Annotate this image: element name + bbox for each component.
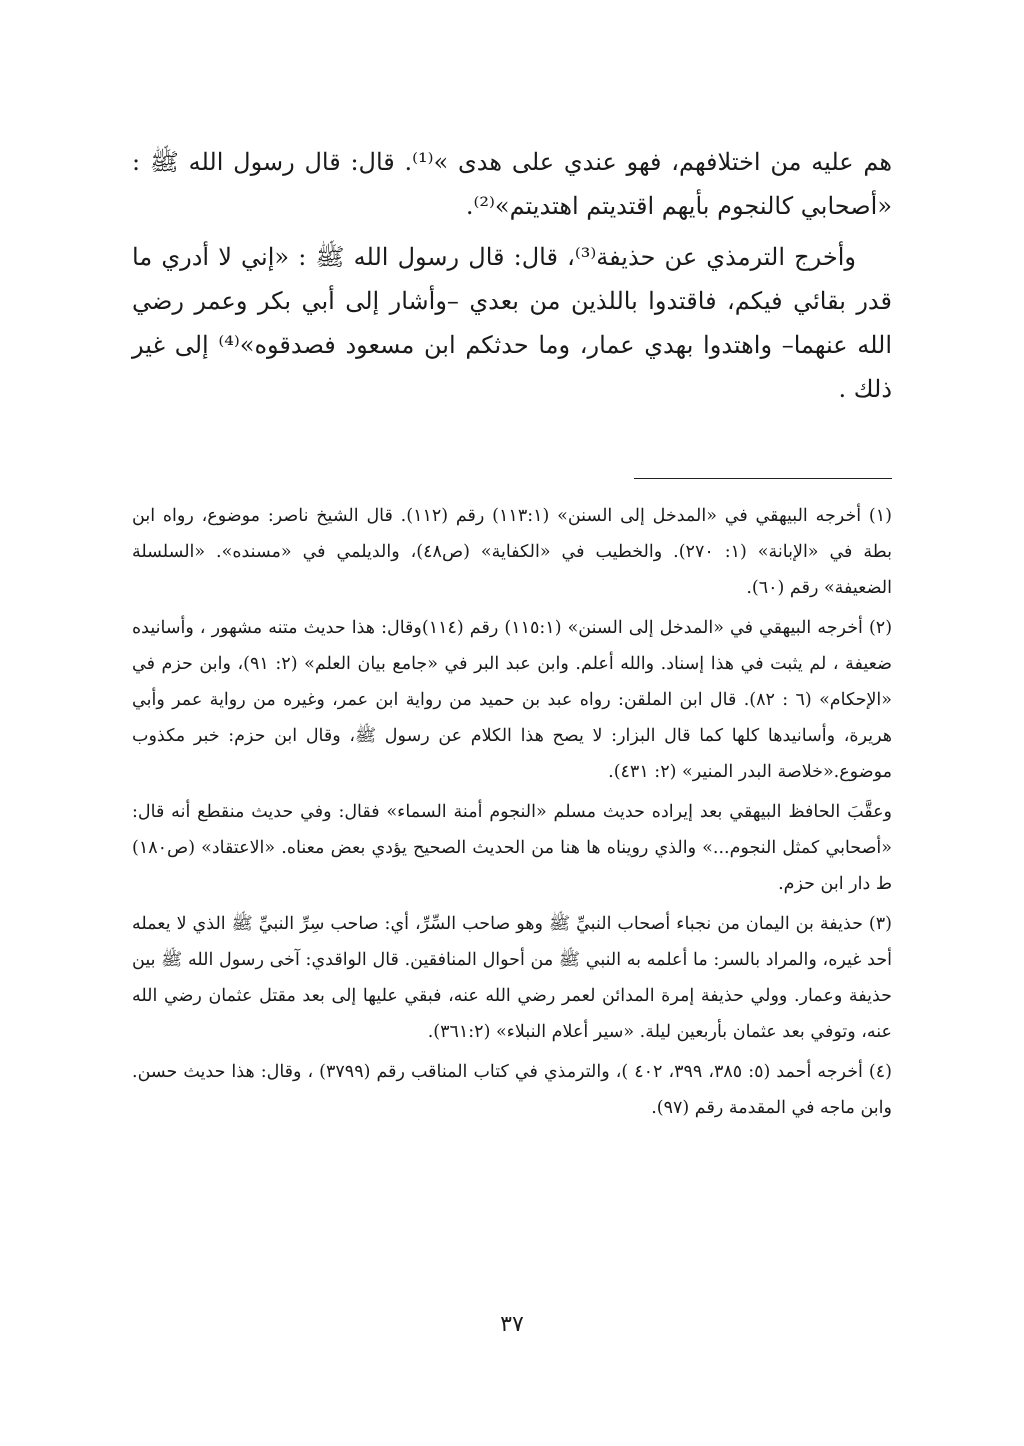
footnote-separator	[634, 478, 892, 479]
footnote-2-continuation: وعقَّبَ الحافظ البيهقي بعد إيراده حديث مسلم «النجوم أمنة السماء» فقال: وفي حديث منقطع أنه قال: «أصحابي كمثل النجوم...» والذي رويناه ها هنا من الحديث الصحيح يؤدي بعض معناه. «الاعتقاد» (ص١٨٠) ط دار ابن حزم.	[132, 802, 892, 894]
footnote-2: (٢) أخرجه البيهقي في «المدخل إلى السنن» (١١٥:١) رقم (١١٤)وقال: هذا حديث متنه مشهور ، وأسانيده ضعيفة ، لم يثبت في هذا إسناد. والله أعلم. وابن عبد البر في «جامع بيان العلم» (٢: ٩١)، وابن حزم في «الإحكام» (٦ : ٨٢). قال ابن الملقن: رواه عبد بن حميد من رواية ابن عمر، وغيره من رواية عمر وأبي هريرة، وأسانيدها كلها كما قال البزار: لا يصح هذا الكلام عن رسول ﷺ، وقال ابن حزم: خبر مكذوب موضوع.«خلاصة البدر المنير» (٢: ٤٣١).	[132, 618, 893, 782]
main-paragraph-2: وأخرج الترمذي عن حذيفة⁽³⁾، قال: قال رسول الله ﷺ : «إني لا أدري ما قدر بقائي فيكم، فاقتدوا باللذين من بعدي –وأشار إلى أبي بكر وعمر رضي الله عنهما– واهتدوا بهدي عمار، وما حدثكم ابن مسعود فصدقوه»⁽⁴⁾ إلى غير ذلك .	[132, 243, 893, 403]
page-number: ٣٧	[500, 1312, 524, 1337]
footnote-1: (١) أخرجه البيهقي في «المدخل إلى السنن» (١١٣:١) رقم (١١٢). قال الشيخ ناصر: موضوع، رواه ابن بطة في «الإبانة» (١: ٢٧٠). والخطيب في «الكفاية» (ص٤٨)، والديلمي في «مسنده». «السلسلة الضعيفة» رقم (٦٠).	[132, 506, 892, 598]
footnote-3: (٣) حذيفة بن اليمان من نجباء أصحاب النبيِّ ﷺ وهو صاحب السِّرِّ، أي: صاحب سِرِّ النبيِّ ﷺ الذي لا يعمله أحد غيره، والمراد بالسر: ما أعلمه به النبي ﷺ من أحوال المنافقين. قال الواقدي: آخى رسول الله ﷺ بين حذيفة وعمار. وولي حذيفة إمرة المدائن لعمر رضي الله عنه، فبقي عليها إلى بعد مقتل عثمان رضي الله عنه، وتوفي بعد عثمان بأربعين ليلة. «سير أعلام النبلاء» (٣٦١:٢).	[132, 914, 892, 1042]
main-paragraph-1: هم عليه من اختلافهم، فهو عندي على هدى »⁽¹⁾. قال: قال رسول الله ﷺ : «أصحابي كالنجوم بأيهم اقتديتم اهتديتم»⁽²⁾.	[132, 148, 892, 220]
footnotes	[132, 498, 892, 1130]
main-text	[132, 140, 892, 418]
footnote-4: (٤) أخرجه أحمد (٥: ٣٨٥، ٣٩٩، ٤٠٢ )، والترمذي في كتاب المناقب رقم (٣٧٩٩) ، وقال: هذا حديث حسن. وابن ماجه في المقدمة رقم (٩٧).	[132, 1062, 892, 1118]
